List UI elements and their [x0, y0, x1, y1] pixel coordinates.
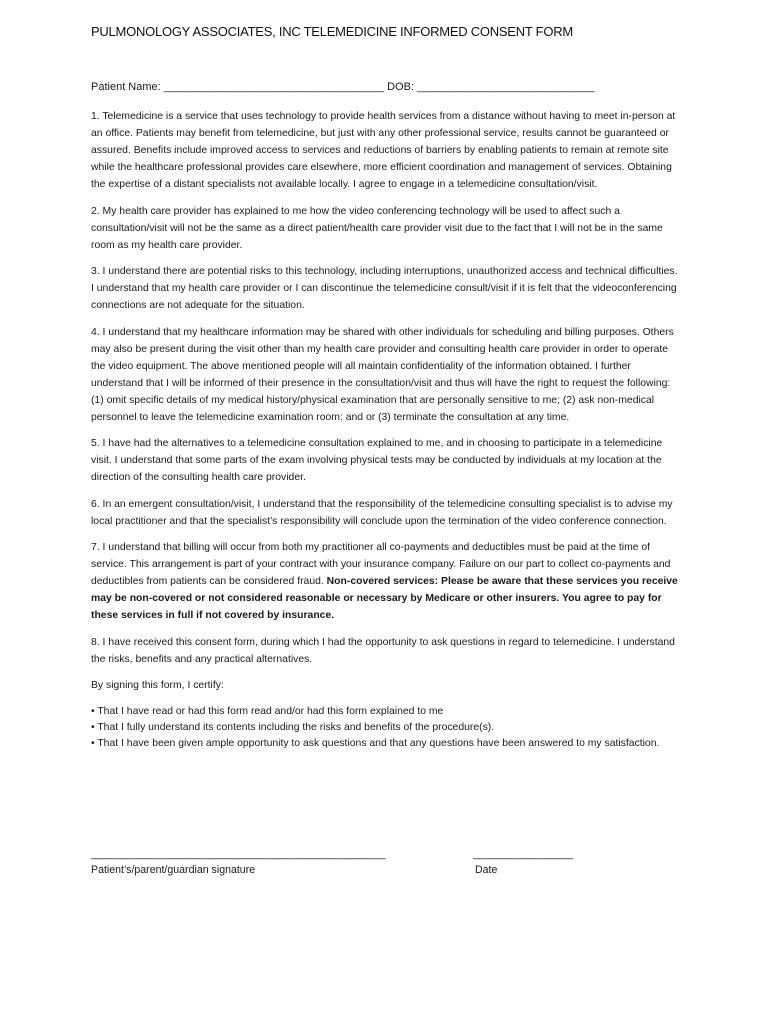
- certify-item: • That I fully understand its contents including the risks and benefits of the procedure(s).: [91, 721, 495, 733]
- date-field[interactable]: _________________: [473, 848, 574, 860]
- paragraph-8: 8. I have received this consent form, during which I had the opportunity to ask questions in regard to telemedicine. I understand the risks, benefits and any practical alternatives.: [91, 636, 675, 665]
- paragraph-1: 1. Telemedicine is a service that uses technology to provide health services from a distance without having to meet in-person at an office. Patients may benefit from telemedicine, but just with any other professional service, results cannot be guaranteed or assured. Benefits include improved access to services and reductions of barriers by enabling patients to remain at remote site while the healthcare professional provides care elsewhere, more efficient coordination and management of services. Obtaining the expertise of a distant specialists not available locally. I agree to engage in a telemedicine consultation/visit.: [91, 111, 676, 190]
- paragraph-5: 5. I have had the alternatives to a telemedicine consultation explained to me, and in choosing to participate in a telemedicine visit. I understand that some parts of the exam involving physical tests may be conducted by individuals at my location at the direction of the consulting health care provider.: [91, 438, 663, 483]
- form-title: PULMONOLOGY ASSOCIATES, INC TELEMEDICINE INFORMED CONSENT FORM: [91, 24, 573, 39]
- signature-label: Patient’s/parent/guardian signature: [91, 864, 256, 876]
- signature-field[interactable]: __________________________________________________: [91, 848, 386, 860]
- paragraph-2: 2. My health care provider has explained to me how the video conferencing technology will be used to affect such a consultation/visit will not be the same as a direct patient/health care provider visit due to the fact that I will not be in the same room as my health care provider.: [91, 205, 663, 251]
- certify-intro: By signing this form, I certify:: [91, 680, 224, 691]
- certify-item: • That I have read or had this form read and/or had this form explained to me: [91, 705, 444, 717]
- paragraph-7-text: 7. I understand that billing will occur from both my practitioner all co-payments and deductibles must be paid at the time of service. This arrangement is part of your contract with your insurance company. Failure on our part to collect co-payments and deductibles from patients can be considered fraud.: [91, 542, 671, 587]
- patient-info-line: [91, 81, 594, 93]
- dob-label: DOB:: [387, 81, 414, 93]
- certify-list: [91, 704, 683, 752]
- certify-item: • That I have been given ample opportunity to ask questions and that any questions have been answered to my satisfaction.: [91, 737, 660, 749]
- patient-name-label: Patient Name:: [91, 81, 161, 93]
- paragraph-4: 4. I understand that my healthcare information may be shared with other individuals for scheduling and billing purposes. Others may also be present during the visit other than my health care provider and consulting health care provider in order to operate the video equipment. The above mentioned people will all maintain confidentiality of the information obtained. I further understand that I will be informed of their presence in the consultation/visit and thus will have the right to request the following: (1) omit specific details of my medical history/physical examination that are personally sensitive to me; (2) ask non-medical personnel to leave the telemedicine examination room: and or (3) terminate the consultation at any time.: [91, 326, 674, 423]
- paragraph-6: 6. In an emergent consultation/visit, I understand that the responsibility of the telemedicine consulting specialist is to advise my local practitioner and that the specialist’s responsibility will conclude upon the termination of the video conference connection.: [91, 498, 673, 527]
- consent-body: [91, 108, 683, 752]
- paragraph-3: 3. I understand there are potential risks to this technology, including interruptions, unauthorized access and technical difficulties. I understand that my health care provider or I can discontinue the telemedicine consult/visit if it is felt that the videoconferencing connections are not adequate for the situation.: [91, 266, 678, 311]
- patient-name-field[interactable]: ____________________________________: [163, 81, 385, 93]
- dob-field[interactable]: _____________________________: [417, 81, 595, 93]
- non-covered-services-notice: Non-covered services: Please be aware that these services you receive may be non-covered or not considered reasonable or necessary by Medicare or other insurers. You agree to pay for these services in full if not covered by insurance.: [91, 576, 678, 621]
- paragraph-7: [91, 539, 683, 624]
- date-label: Date: [475, 864, 498, 876]
